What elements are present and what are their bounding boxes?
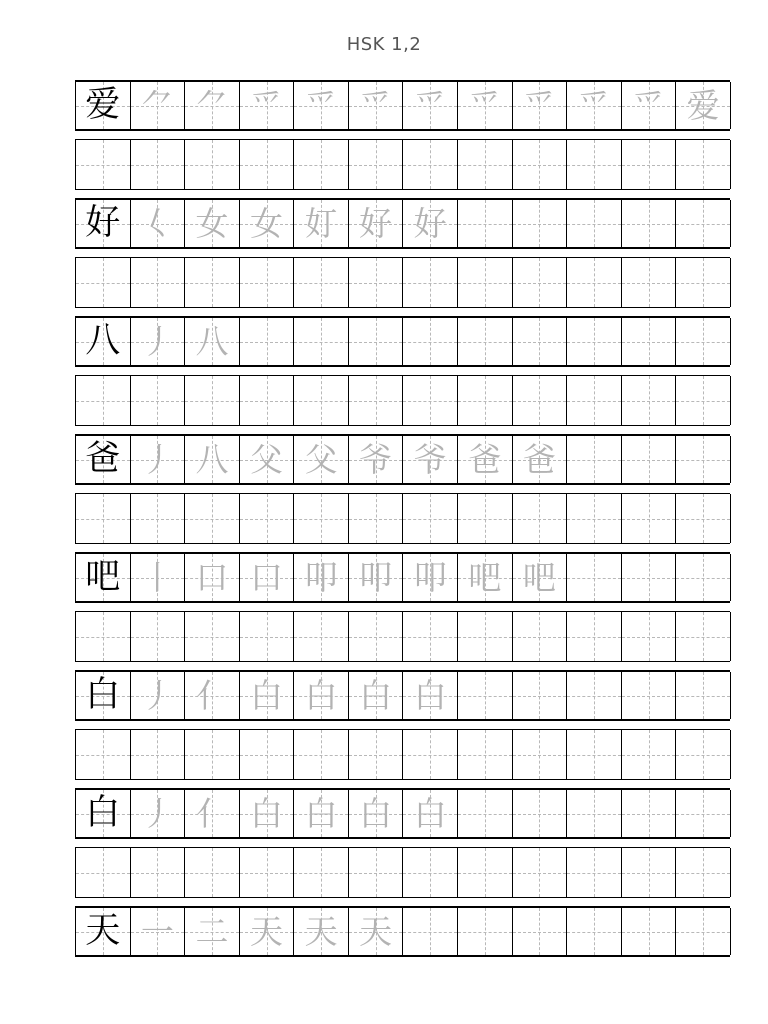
stroke-step-character: 爫 <box>577 86 611 125</box>
stroke-step-character: 爫 <box>359 86 393 125</box>
practice-cell[interactable] <box>567 376 622 425</box>
trace-cell[interactable] <box>458 790 513 837</box>
trace-cell[interactable] <box>676 790 731 837</box>
trace-cell[interactable] <box>513 908 568 955</box>
stroke-step-character: 爫 <box>413 86 447 125</box>
practice-cell[interactable] <box>349 140 404 189</box>
model-character-cell[interactable] <box>76 200 131 247</box>
trace-cell[interactable] <box>349 82 404 129</box>
practice-cell[interactable] <box>403 258 458 307</box>
character-row <box>75 434 730 485</box>
practice-cell[interactable] <box>240 612 295 661</box>
practice-cell[interactable] <box>294 494 349 543</box>
practice-cell[interactable] <box>513 848 568 897</box>
practice-cell[interactable] <box>676 730 731 779</box>
trace-cell[interactable] <box>185 436 240 483</box>
practice-cell[interactable] <box>240 730 295 779</box>
character-row <box>75 906 730 957</box>
practice-cell[interactable] <box>622 730 677 779</box>
trace-cell[interactable] <box>131 554 186 601</box>
stroke-step-character: 天 <box>250 912 284 951</box>
practice-cell[interactable] <box>76 376 131 425</box>
practice-cell[interactable] <box>349 848 404 897</box>
stroke-step-character: 吧 <box>468 558 502 597</box>
stroke-step-character: 叩 <box>304 558 338 597</box>
practice-cell[interactable] <box>676 140 731 189</box>
trace-cell[interactable] <box>622 318 677 365</box>
stroke-step-character: 丿 <box>140 794 174 833</box>
trace-cell[interactable] <box>240 908 295 955</box>
stroke-step-character: 女 <box>250 204 284 243</box>
trace-cell[interactable] <box>513 200 568 247</box>
trace-cell[interactable] <box>349 436 404 483</box>
trace-cell[interactable] <box>349 554 404 601</box>
trace-cell[interactable] <box>403 436 458 483</box>
trace-cell[interactable] <box>349 318 404 365</box>
trace-cell[interactable] <box>131 200 186 247</box>
trace-cell[interactable] <box>240 82 295 129</box>
stroke-step-character: 白 <box>413 676 447 715</box>
practice-cell[interactable] <box>458 612 513 661</box>
practice-cell[interactable] <box>513 258 568 307</box>
trace-cell[interactable] <box>676 908 731 955</box>
stroke-step-character: 爷 <box>413 440 447 479</box>
trace-cell[interactable] <box>403 200 458 247</box>
trace-cell[interactable] <box>622 436 677 483</box>
trace-cell[interactable] <box>131 790 186 837</box>
trace-cell[interactable] <box>676 554 731 601</box>
trace-cell[interactable] <box>513 436 568 483</box>
practice-cell[interactable] <box>131 140 186 189</box>
practice-cell[interactable] <box>458 258 513 307</box>
trace-cell[interactable] <box>349 672 404 719</box>
trace-cell[interactable] <box>349 200 404 247</box>
stroke-step-character: 爫 <box>632 86 666 125</box>
stroke-step-character: 女 <box>195 204 229 243</box>
model-character: 吧 <box>85 557 121 597</box>
practice-row <box>75 257 730 308</box>
practice-cell[interactable] <box>185 140 240 189</box>
trace-cell[interactable] <box>185 318 240 365</box>
trace-cell[interactable] <box>567 554 622 601</box>
stroke-step-character: 二 <box>195 912 229 951</box>
trace-cell[interactable] <box>567 82 622 129</box>
trace-cell[interactable] <box>622 82 677 129</box>
trace-cell[interactable] <box>458 200 513 247</box>
model-character-cell[interactable] <box>76 82 131 129</box>
trace-cell[interactable] <box>131 318 186 365</box>
practice-cell[interactable] <box>185 730 240 779</box>
trace-cell[interactable] <box>622 554 677 601</box>
trace-cell[interactable] <box>294 82 349 129</box>
stroke-step-character: 爸 <box>522 440 556 479</box>
practice-cell[interactable] <box>294 376 349 425</box>
practice-row <box>75 375 730 426</box>
stroke-step-character: 好 <box>359 204 393 243</box>
trace-cell[interactable] <box>458 554 513 601</box>
trace-cell[interactable] <box>458 82 513 129</box>
stroke-step-character: 爷 <box>359 440 393 479</box>
practice-cell[interactable] <box>240 140 295 189</box>
practice-cell[interactable] <box>294 848 349 897</box>
practice-cell[interactable] <box>131 376 186 425</box>
trace-cell[interactable] <box>185 672 240 719</box>
trace-cell[interactable] <box>676 200 731 247</box>
practice-cell[interactable] <box>622 612 677 661</box>
model-character: 天 <box>85 911 121 951</box>
trace-cell[interactable] <box>567 436 622 483</box>
practice-cell[interactable] <box>622 848 677 897</box>
stroke-step-character: 亻 <box>195 794 229 833</box>
stroke-step-character: 口 <box>250 558 284 597</box>
character-row <box>75 552 730 603</box>
stroke-step-character: 父 <box>304 440 338 479</box>
practice-cell[interactable] <box>403 848 458 897</box>
stroke-step-character: 八 <box>195 322 229 361</box>
practice-cell[interactable] <box>76 612 131 661</box>
practice-cell[interactable] <box>513 612 568 661</box>
stroke-step-character: 爫 <box>250 86 284 125</box>
stroke-step-character: 叩 <box>359 558 393 597</box>
stroke-step-character: 𡿨 <box>140 204 174 243</box>
stroke-step-character: 白 <box>413 794 447 833</box>
trace-cell[interactable] <box>240 554 295 601</box>
practice-cell[interactable] <box>513 376 568 425</box>
stroke-step-character: 白 <box>304 794 338 833</box>
stroke-step-character: 天 <box>304 912 338 951</box>
trace-cell[interactable] <box>240 672 295 719</box>
practice-cell[interactable] <box>622 140 677 189</box>
practice-cell[interactable] <box>349 494 404 543</box>
practice-cell[interactable] <box>185 848 240 897</box>
practice-cell[interactable] <box>76 730 131 779</box>
trace-cell[interactable] <box>294 554 349 601</box>
practice-cell[interactable] <box>185 494 240 543</box>
stroke-step-character: 白 <box>359 794 393 833</box>
practice-cell[interactable] <box>676 612 731 661</box>
stroke-step-character: 丿 <box>140 440 174 479</box>
practice-cell[interactable] <box>403 140 458 189</box>
trace-cell[interactable] <box>131 82 186 129</box>
practice-cell[interactable] <box>294 140 349 189</box>
practice-cell[interactable] <box>513 494 568 543</box>
trace-cell[interactable] <box>240 790 295 837</box>
stroke-step-character: 爫 <box>304 86 338 125</box>
practice-cell[interactable] <box>240 376 295 425</box>
trace-cell[interactable] <box>622 672 677 719</box>
practice-cell[interactable] <box>567 612 622 661</box>
trace-cell[interactable] <box>513 672 568 719</box>
practice-cell[interactable] <box>567 848 622 897</box>
trace-cell[interactable] <box>513 82 568 129</box>
trace-cell[interactable] <box>131 672 186 719</box>
practice-row <box>75 139 730 190</box>
stroke-step-character: 白 <box>304 676 338 715</box>
trace-cell[interactable] <box>676 436 731 483</box>
practice-cell[interactable] <box>185 612 240 661</box>
practice-cell[interactable] <box>349 258 404 307</box>
model-character-cell[interactable] <box>76 318 131 365</box>
model-character: 好 <box>85 203 121 243</box>
trace-cell[interactable] <box>622 908 677 955</box>
model-character: 白 <box>85 793 121 833</box>
practice-cell[interactable] <box>403 612 458 661</box>
trace-cell[interactable] <box>567 790 622 837</box>
model-character-cell[interactable] <box>76 908 131 955</box>
practice-cell[interactable] <box>240 848 295 897</box>
practice-cell[interactable] <box>294 258 349 307</box>
practice-row <box>75 611 730 662</box>
trace-cell[interactable] <box>294 672 349 719</box>
trace-cell[interactable] <box>676 82 731 129</box>
character-row <box>75 788 730 839</box>
character-row <box>75 80 730 131</box>
stroke-step-character: ⺈ <box>140 86 174 125</box>
practice-cell[interactable] <box>240 494 295 543</box>
character-row <box>75 670 730 721</box>
practice-cell[interactable] <box>240 258 295 307</box>
practice-cell[interactable] <box>676 848 731 897</box>
stroke-step-character: ⺈ <box>195 86 229 125</box>
model-character: 八 <box>85 321 121 361</box>
trace-cell[interactable] <box>131 436 186 483</box>
trace-cell[interactable] <box>567 200 622 247</box>
stroke-step-character: 口 <box>195 558 229 597</box>
page-title: HSK 1,2 <box>346 34 422 55</box>
stroke-step-character: 丿 <box>140 676 174 715</box>
practice-row <box>75 493 730 544</box>
practice-cell[interactable] <box>131 258 186 307</box>
trace-cell[interactable] <box>403 908 458 955</box>
practice-cell[interactable] <box>622 376 677 425</box>
stroke-step-character: 白 <box>250 676 284 715</box>
trace-cell[interactable] <box>349 908 404 955</box>
trace-cell[interactable] <box>403 672 458 719</box>
trace-cell[interactable] <box>567 318 622 365</box>
model-character-cell[interactable] <box>76 436 131 483</box>
stroke-step-character: 亻 <box>195 676 229 715</box>
stroke-step-character: 叩 <box>413 558 447 597</box>
trace-cell[interactable] <box>676 318 731 365</box>
trace-cell[interactable] <box>294 908 349 955</box>
stroke-step-character: 奵 <box>304 204 338 243</box>
trace-cell[interactable] <box>403 318 458 365</box>
model-character-cell[interactable] <box>76 554 131 601</box>
practice-row <box>75 729 730 780</box>
stroke-step-character: 吧 <box>522 558 556 597</box>
practice-cell[interactable] <box>676 258 731 307</box>
practice-cell[interactable] <box>458 848 513 897</box>
practice-cell[interactable] <box>403 730 458 779</box>
practice-cell[interactable] <box>513 140 568 189</box>
practice-cell[interactable] <box>567 258 622 307</box>
model-character: 爸 <box>85 439 121 479</box>
trace-cell[interactable] <box>458 318 513 365</box>
practice-cell[interactable] <box>349 730 404 779</box>
trace-cell[interactable] <box>458 908 513 955</box>
trace-cell[interactable] <box>185 908 240 955</box>
trace-cell[interactable] <box>567 908 622 955</box>
stroke-step-character: 爸 <box>468 440 502 479</box>
practice-cell[interactable] <box>676 494 731 543</box>
practice-cell[interactable] <box>676 376 731 425</box>
practice-cell[interactable] <box>567 140 622 189</box>
stroke-step-character: 丿 <box>140 322 174 361</box>
trace-cell[interactable] <box>294 318 349 365</box>
trace-cell[interactable] <box>185 554 240 601</box>
practice-cell[interactable] <box>403 494 458 543</box>
trace-cell[interactable] <box>458 672 513 719</box>
stroke-step-character: 八 <box>195 440 229 479</box>
trace-cell[interactable] <box>567 672 622 719</box>
trace-cell[interactable] <box>458 436 513 483</box>
model-character-cell[interactable] <box>76 790 131 837</box>
trace-cell[interactable] <box>622 790 677 837</box>
practice-cell[interactable] <box>131 494 186 543</box>
practice-cell[interactable] <box>131 848 186 897</box>
trace-cell[interactable] <box>240 436 295 483</box>
trace-cell[interactable] <box>513 318 568 365</box>
model-character: 白 <box>85 675 121 715</box>
practice-cell[interactable] <box>567 730 622 779</box>
practice-cell[interactable] <box>76 258 131 307</box>
trace-cell[interactable] <box>240 318 295 365</box>
practice-cell[interactable] <box>185 258 240 307</box>
trace-cell[interactable] <box>294 200 349 247</box>
trace-cell[interactable] <box>403 790 458 837</box>
practice-cell[interactable] <box>185 376 240 425</box>
practice-cell[interactable] <box>76 848 131 897</box>
trace-cell[interactable] <box>185 200 240 247</box>
stroke-step-character: 父 <box>250 440 284 479</box>
practice-cell[interactable] <box>76 494 131 543</box>
stroke-step-character: 白 <box>359 676 393 715</box>
stroke-step-character: 爫 <box>468 86 502 125</box>
practice-cell[interactable] <box>131 730 186 779</box>
model-character: 爱 <box>85 85 121 125</box>
trace-cell[interactable] <box>131 908 186 955</box>
trace-cell[interactable] <box>403 554 458 601</box>
practice-cell[interactable] <box>458 140 513 189</box>
trace-cell[interactable] <box>622 200 677 247</box>
trace-cell[interactable] <box>294 790 349 837</box>
trace-cell[interactable] <box>676 672 731 719</box>
practice-cell[interactable] <box>349 376 404 425</box>
stroke-step-character: 爱 <box>686 86 720 125</box>
stroke-step-character: 好 <box>413 204 447 243</box>
practice-cell[interactable] <box>513 730 568 779</box>
practice-cell[interactable] <box>294 612 349 661</box>
trace-cell[interactable] <box>513 790 568 837</box>
trace-cell[interactable] <box>294 436 349 483</box>
character-row <box>75 316 730 367</box>
practice-cell[interactable] <box>567 494 622 543</box>
trace-cell[interactable] <box>349 790 404 837</box>
practice-cell[interactable] <box>458 494 513 543</box>
practice-cell[interactable] <box>458 730 513 779</box>
practice-cell[interactable] <box>76 140 131 189</box>
practice-cell[interactable] <box>622 494 677 543</box>
trace-cell[interactable] <box>403 82 458 129</box>
trace-cell[interactable] <box>513 554 568 601</box>
practice-cell[interactable] <box>349 612 404 661</box>
character-row <box>75 198 730 249</box>
stroke-step-character: 天 <box>359 912 393 951</box>
trace-cell[interactable] <box>185 790 240 837</box>
practice-cell[interactable] <box>403 376 458 425</box>
practice-cell[interactable] <box>294 730 349 779</box>
model-character-cell[interactable] <box>76 672 131 719</box>
practice-row <box>75 847 730 898</box>
stroke-step-character: 白 <box>250 794 284 833</box>
practice-cell[interactable] <box>131 612 186 661</box>
stroke-step-character: 丨 <box>140 558 174 597</box>
stroke-step-character: 一 <box>140 912 174 951</box>
trace-cell[interactable] <box>185 82 240 129</box>
stroke-step-character: 爫 <box>522 86 556 125</box>
practice-cell[interactable] <box>622 258 677 307</box>
practice-cell[interactable] <box>458 376 513 425</box>
trace-cell[interactable] <box>240 200 295 247</box>
